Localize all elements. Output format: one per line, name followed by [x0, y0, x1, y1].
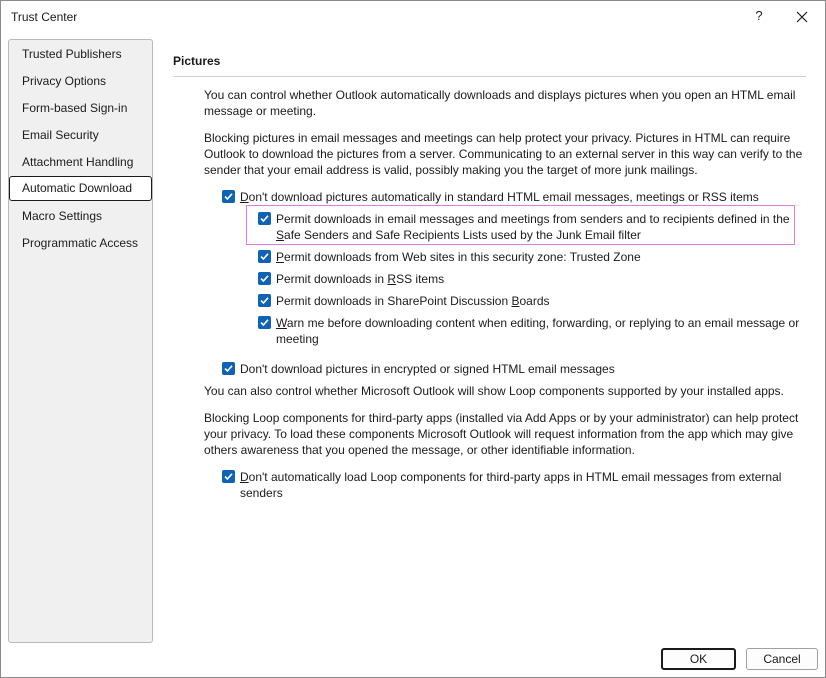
- section-title: Pictures: [173, 54, 221, 68]
- sidebar-item-trusted-publishers[interactable]: Trusted Publishers: [22, 47, 122, 61]
- privacy-description: Blocking pictures in email messages and meetings can help protect your privacy. Pictures in HTML can require Outlook to download the pictures from a server. Communicating to an external server in this way can verify to the sender that your email address is valid, possibly making you the target of more junk mailings.: [204, 131, 803, 177]
- help-button[interactable]: ?: [755, 8, 763, 23]
- close-icon: [796, 11, 808, 23]
- sidebar-item-privacy-options[interactable]: Privacy Options: [22, 74, 107, 88]
- checkmark-icon: [259, 273, 270, 284]
- sharepoint-label: Permit downloads in SharePoint Discussion Boards: [276, 294, 550, 308]
- no-auto-download-label: Don't download pictures automatically in standard HTML email messages, meetings or RSS items: [240, 190, 759, 204]
- sidebar-item-programmatic-access[interactable]: Programmatic Access: [22, 236, 139, 250]
- checkmark-icon: [259, 213, 270, 224]
- no-auto-download-checkbox[interactable]: [222, 190, 235, 203]
- loop-description: You can also control whether Microsoft Outlook will show Loop components supported by your installed apps.: [204, 384, 784, 398]
- safe-senders-label: Permit downloads in email messages and meetings from senders and to recipients defined in the Safe Senders and Safe Recipients Lists used by the Junk Email filter: [276, 212, 790, 242]
- encrypted-checkbox[interactable]: [222, 362, 235, 375]
- checkmark-icon: [223, 191, 234, 202]
- trusted-zone-checkbox[interactable]: [258, 250, 271, 263]
- sidebar-item-macro-settings[interactable]: Macro Settings: [22, 209, 103, 223]
- rss-label: Permit downloads in RSS items: [276, 272, 445, 286]
- warn-checkbox[interactable]: [258, 316, 271, 329]
- checkmark-icon: [259, 317, 270, 328]
- ok-button[interactable]: OK: [661, 648, 736, 670]
- encrypted-label: Don't download pictures in encrypted or signed HTML email messages: [240, 362, 615, 376]
- loop-checkbox[interactable]: [222, 470, 235, 483]
- cancel-button[interactable]: Cancel: [746, 648, 818, 670]
- sidebar-item-automatic-download[interactable]: Automatic Download: [9, 176, 152, 201]
- close-button[interactable]: [789, 5, 815, 27]
- section-divider: [173, 76, 806, 77]
- warn-label: Warn me before downloading content when editing, forwarding, or replying to an email message or meeting: [276, 316, 800, 346]
- loop-privacy-description: Blocking Loop components for third-party apps (installed via Add Apps or by your administrator) can help protect your privacy. To load these components Microsoft Outlook will request information from the app which may give others awareness that you opened the message, or other identifiable information.: [204, 411, 799, 457]
- checkmark-icon: [259, 251, 270, 262]
- checkmark-icon: [223, 363, 234, 374]
- checkmark-icon: [223, 471, 234, 482]
- safe-senders-checkbox[interactable]: [258, 212, 271, 225]
- loop-label: Don't automatically load Loop components for third-party apps in HTML email messages from external senders: [240, 470, 782, 500]
- sharepoint-checkbox[interactable]: [258, 294, 271, 307]
- sidebar: [8, 39, 153, 643]
- checkmark-icon: [259, 295, 270, 306]
- sidebar-item-email-security[interactable]: Email Security: [22, 128, 99, 142]
- trusted-zone-label: Permit downloads from Web sites in this security zone: Trusted Zone: [276, 250, 641, 264]
- dialog-title: Trust Center: [11, 10, 78, 24]
- pictures-description: You can control whether Outlook automatically downloads and displays pictures when you open an HTML email message or meeting.: [204, 88, 796, 118]
- sidebar-item-form-based-sign-in[interactable]: Form-based Sign-in: [22, 101, 128, 115]
- rss-checkbox[interactable]: [258, 272, 271, 285]
- sidebar-item-attachment-handling[interactable]: Attachment Handling: [22, 155, 134, 169]
- title-bar: [1, 1, 825, 33]
